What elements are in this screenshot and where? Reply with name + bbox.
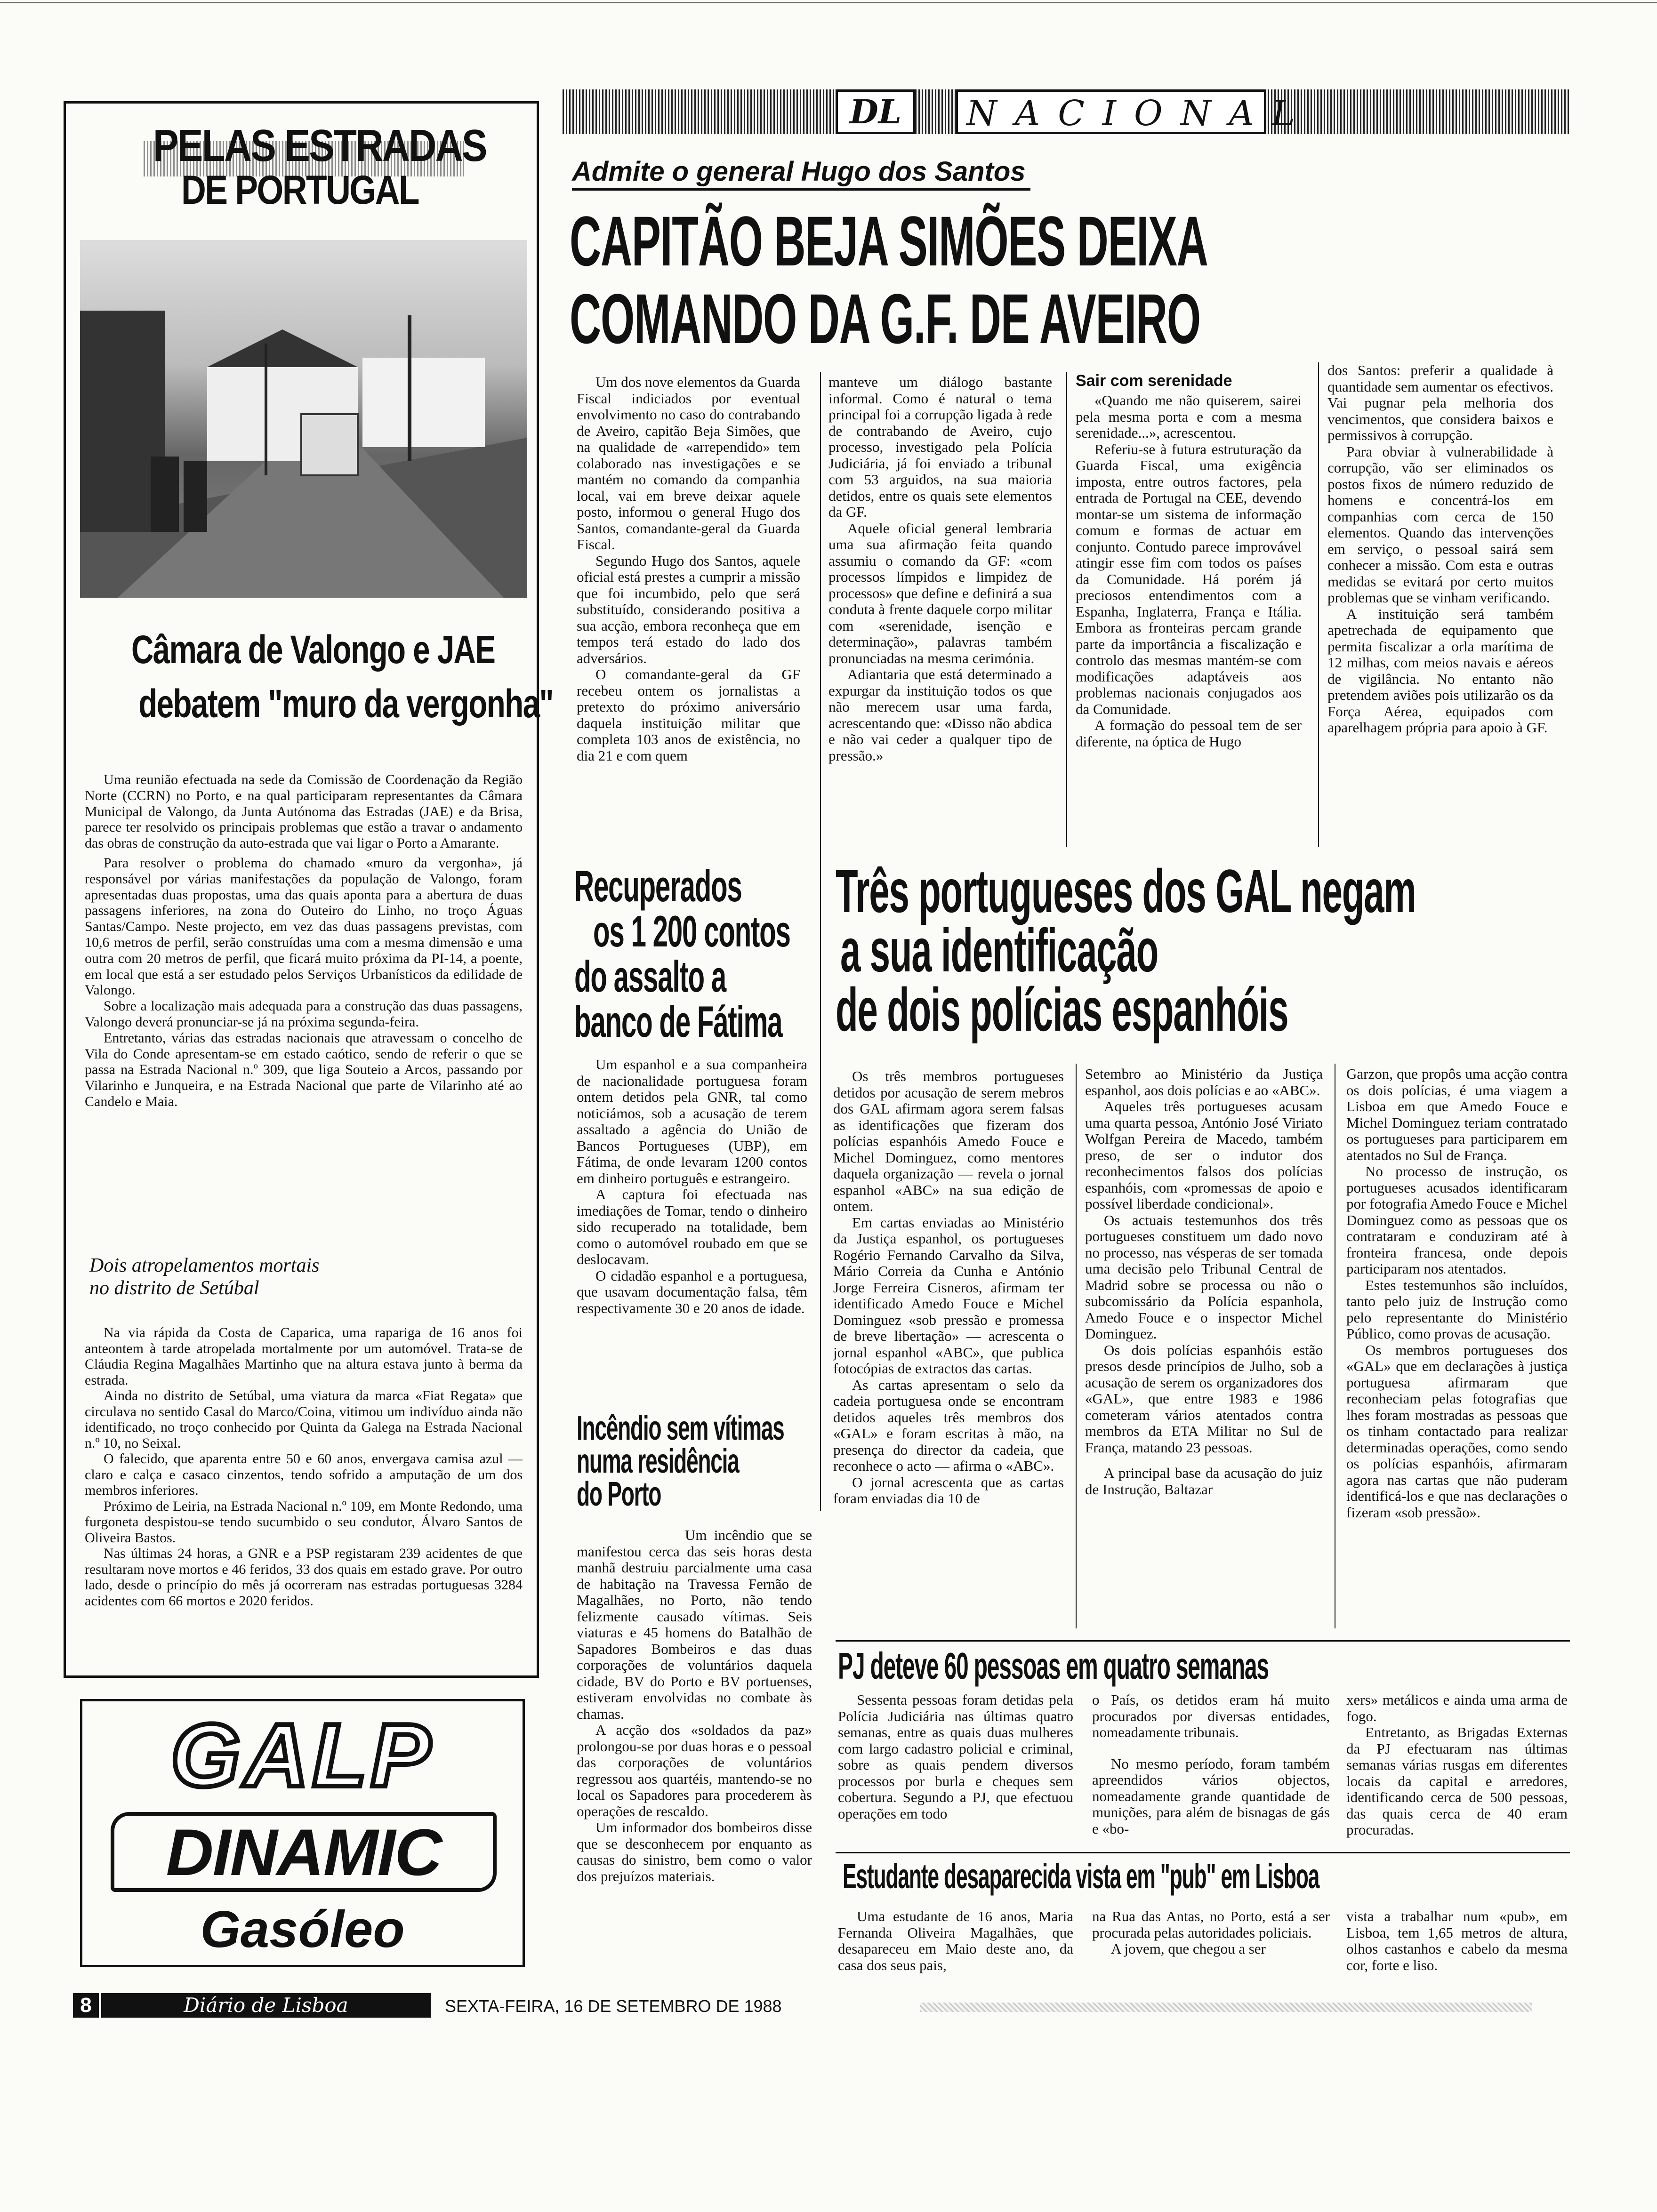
- lead-subhead: Sair com serenidade: [1076, 372, 1232, 390]
- student-col3: vista a trabalhar num «pub», em Lisboa, tem 1,65 metros de altura, olhos castanhos e cabelo da mesma cor, forte e liso.: [1346, 1908, 1568, 1973]
- galp-product: DINAMIC: [166, 1815, 442, 1889]
- section-name-text: NACIONAL: [956, 89, 1266, 134]
- pj-col3: xers» metálicos e ainda uma arma de fogo. Entretanto, as Brigadas Externas da PJ efectuaram nas últimas semanas várias rusgas em diferentes locais da capital e arredores, identificando cerca de 500 pessoas, das quais cerca de 40 eram procuradas.: [1346, 1691, 1568, 1838]
- setubal-body: Na via rápida da Costa de Caparica, uma rapariga de 16 anos foi anteontem à tarde atropelada mortalmente por um automóvel. Trata-se de Cláudia Regina Magalhães Martinho que na altura estava junto à berma da estrada. Ainda no distrito de Setúbal, uma viatura da marca «Fiat Regata» que circulava no sentido Casal do Marco/Coina, vitimou um indivíduo ainda não identificado, no troço conhecido por Quinta da Galega na Estrada Nacional n.º 10, no Seixal. O falecido, que aparenta entre 50 e 60 anos, envergava camisa azul — claro e calça e casaco cinzentos, tendo sofrido a amputação de um dos membros inferiores. Próximo de Leiria, na Estrada Nacional n.º 109, em Monte Redondo, uma furgoneta despistou-se tendo sucumbido o seu condutor, Álvaro Santos de Oliveira Bastos. Nas últimas 24 horas, a GNR e a PSP registaram 239 acidentes de que resultaram nove mortos e 46 feridos, 33 dos quais em estado grave. Por outro lado, desde o princípio do mês já ocorreram nas estradas portuguesas 3284 acidentes com 66 mortos e 2020 feridos.: [85, 1325, 523, 1609]
- galp-ad: [80, 1699, 525, 1967]
- galp-fuel: Gasóleo: [200, 1900, 405, 1958]
- top-rule: [0, 2, 1657, 3]
- section-rule: [836, 1852, 1570, 1853]
- student-col2: na Rua das Antas, no Porto, está a ser procurada pelas autoridades policiais. A jovem, que chegou a ser: [1092, 1908, 1330, 1957]
- lead-kicker: Admite o general Hugo dos Santos: [572, 155, 1030, 191]
- masthead: Diário de Lisboa: [101, 1993, 431, 2018]
- lead-col3: Sair com serenidade «Quando me não quiserem, sairei pela mesma porta e com a mesma serenidade...», acrescentou. Referiu-se à futura estruturação da Guarda Fiscal, uma exigência imposta, entre outros factores, pela entrada de Portugal na CEE, devendo montar-se um sistema de informação comum e formas de actuar em conjunto. Contudo parece improvável atingir esse fim com todos os países da Comunidade. Há porém já preciosos entendimentos com a Espanha, Inglaterra, França e Itália. Embora as fronteiras percam grande parte da importância a fiscalização e controlo das mesmas mantém-se com modificações adaptáveis aos problemas nacionais conjugados aos da Comunidade. A formação do pessoal tem de ser diferente, na óptica de Hugo: [1076, 372, 1302, 750]
- column-logo: [144, 115, 486, 214]
- gal-col2: Setembro ao Ministério da Justiça espanhol, aos dois polícias e ao «ABC». Aqueles três portugueses acusam uma quarta pessoa, António José Viriato Wolfgan Pereira de Macedo, também preso, de ser o indutor dos reconhecimentos falsos dos polícias espanhóis, com «promessas de apoio e possível liberdade condicional». Os actuais testemunhos dos três portugueses constituem um dado novo no processo, nas vésperas de ser tomada uma decisão pelo Tribunal Central de Madrid sobre se processa ou não o subcomissário da Polícia espanhola, Amedo Fouce e o inspector Michel Dominguez. Os dois polícias espanhóis estão presos desde princípios de Julho, sob a acusação de serem os organizadores dos «GAL», que entre 1983 e 1986 cometeram vários atentados contra membros da ETA Militar no Sul de França, matando 23 pessoas. A principal base da acusação do juiz de Instrução, Baltazar: [1085, 1066, 1323, 1498]
- lead-headline: CAPITÃO BEJA SIMÕES DEIXA COMANDO DA G.F. DE AVEIRO: [570, 201, 1208, 358]
- pj-col1: Sessenta pessoas foram detidas pela Polícia Judiciária nas últimas quatro semanas, entre as quais duas mulheres com largo cadastro policial e criminal, sobre as quais pendem diversos processos por burla e cheques sem cobertura. Segundo a PJ, que efectuou operações em todo: [838, 1691, 1073, 1822]
- gal-headline: Três portugueses dos GAL negam a sua identificação de dois polícias espanhóis: [836, 857, 1416, 1044]
- galp-product-box: [111, 1812, 497, 1892]
- fire-headline: Incêndio sem vítimas numa residência do Porto: [577, 1410, 784, 1513]
- page-number: 8: [73, 1993, 99, 2018]
- footer: [73, 1993, 1579, 2021]
- footer-date: SEXTA-FEIRA, 16 DE SETEMBRO DE 1988: [445, 1996, 782, 2016]
- setubal-headline: Dois atropelamentos mortais no distrito de Setúbal: [89, 1255, 320, 1299]
- pj-col2: o País, os detidos eram há muito procurados por diversas entidades, nomeadamente tribunais. No mesmo período, foram também apreendidos vários objectos, nomeadamente grande quantidade de munições, para além de bisnagas de gás e «bo-: [1092, 1691, 1330, 1837]
- gal-col1: Os três membros portugueses detidos por acusação de serem mebros dos GAL afirmam agora serem falsas as identificações que fizeram dos polícias espanhóis Amedo Fouce e Michel Dominguez, como mentores daquela organização — revela o jornal espanhol «ABC» na sua edição de ontem. Em cartas enviadas ao Ministério da Justiça espanhol, os portugueses Rogério Fernando Carvalho da Silva, Mário Correia da Cunha e António Jorge Ferreira Cisneros, afirmam ter identificado Amedo Fouce e Michel Dominguez «sob pressão e promessa de breve libertação» — acrescenta o jornal espanhol «ABC», que publica fotocópias de extractos das cartas. As cartas apresentam o selo da cadeia portuguesa onde se encontram detidos aqueles três membros dos «GAL» e foram escritas à mão, na presença do director da cadeia, que reconhece o acto — afirma o «ABC». O jornal acrescenta que as cartas foram enviadas dia 10 de: [833, 1068, 1064, 1507]
- section-rule: [836, 1640, 1570, 1642]
- lead-col2: manteve um diálogo bastante informal. Como é natural o tema principal foi a corrupção ligada à rede de contrabando de Aveiro, cujo processo, investigado pela Polícia Judiciária, já foi enviado a tribunal com 53 arguidos, na sua maioria detidos, entre os quais sete elementos da GF. Aquele oficial general lembraria uma sua afirmação feita quando assumiu o comando da GF: «com processos límpidos e limpidez de processos» que define e definirá a sua conduta à frente daquele corpo militar com «serenidade, isenção e determinação», palavras também pronunciadas na mesma cerimónia. Adiantaria que está determinado a expurgar da instituição todos os que não merecem usar uma farda, acrescentando que: «Disso não abdica e não vai ceder a qualquer tipo de pressão.»: [828, 374, 1052, 764]
- lead-col4: dos Santos: preferir a qualidade à quantidade sem aumentar os efectivos. Vai pugnar pela melhoria dos vencimentos, que considera baixos e permissivos à corrupção. Para obviar à vulnerabilidade à corrupção, vão ser eliminados os postos fixos de número reduzido de homens e concentrá-los em companhias com cerca de 150 elementos. Quando das intervenções em serviço, o pessoal sairá sem conhecer a missão. Com esta e outras medidas se evitará por certo muitos problemas que se vinham verificando. A instituição será também apetrechada de equipamento que permita fiscalizar a orla marítima de 12 milhas, com meios navais e aéreos de vigilância. No entanto não pretendem aviões pois utilizarão os da Força Aérea, equipados com aparelhagem própria para apoio à GF.: [1327, 362, 1553, 736]
- logo-line2: DE PORTUGAL: [181, 168, 418, 213]
- fire-body: Um incêndio que se manifestou cerca das seis horas desta manhã destruiu parcialmente uma casa de habitação na Travessa Fernão de Magalhães, no Porto, não tendo felizmente causado vítimas. Seis viaturas e 45 homens do Batalhão de Sapadores Bombeiros e das duas corporações de voluntários daquela cidade, BV do Porto e BV portuenses, estiveram envolvidas no combate às chamas. A acção dos «soldados da paz» prolongou-se por duas horas e o pessoal das corporações de voluntários regressou aos quartéis, mantendo-se no local os Sapadores para procederem às operações de rescaldo. Um informador dos bombeiros disse que se desconhecem por enquanto as causas do sinistro, bem como o valor dos prejuízos materiais.: [577, 1527, 812, 1884]
- lead-col1: Um dos nove elementos da Guarda Fiscal indiciados por eventual envolvimento no caso do contrabando de Aveiro, capitão Beja Simões, que na qualidade de «arrependido» tem colaborado nas investigações e se mantém no comando da companhia local, vai em breve deixar aquele posto, informou o general Hugo dos Santos, comandante-geral da Guarda Fiscal. Segundo Hugo dos Santos, aquele oficial está prestes a cumprir a missão que foi incumbido, pelo que será substituído, considerando positiva a sua acção, embora reconheça que em tempos terá estado do lado dos adversários. O comandante-geral da GF recebeu ontem os jornalistas a pretexto do próximo aniversário daquela instituição militar que completa 103 anos de existência, no dia 21 e com quem: [577, 374, 800, 764]
- fatima-headline: Recuperados os 1 200 contos do assalto a banco de Fátima: [574, 861, 790, 1046]
- gal-col3: Garzon, que propôs uma acção contra os dois polícias, é uma viagem a Lisboa em que Amedo Fouce e Michel Dominguez teriam contratado os portugueses para participarem em atentados no Sul de França. No processo de instrução, os portugueses acusados identificaram por fotografia Amedo Fouce e Michel Dominguez como as pessoas que os contrataram e conduziram até à fronteira francesa, onde depois participaram nos atentados. Estes testemunhos são incluídos, tanto pelo juiz de Instrução como pelo representante do Ministério Público, como provas de acusação. Os membros portugueses dos «GAL» que em declarações à justiça portuguesa afirmaram que reconheciam pelas fotografias que lhes foram mostradas as pessoas que os tinham contactado para realizar determinadas operações, como sendo os polícias espanhóis, afirmaram agora nas cartas que não puderam identificá-los e que nas declarações o fizeram «sob pressão».: [1346, 1066, 1568, 1521]
- column-rule: [1066, 372, 1067, 847]
- column-rule: [1318, 362, 1319, 847]
- galp-brand: GALP: [170, 1706, 434, 1805]
- student-col1: Uma estudante de 16 anos, Maria Fernanda Oliveira Magalhães, que desapareceu em Maio deste ano, da casa dos seus pais,: [838, 1908, 1073, 1973]
- section-name: [956, 89, 1313, 134]
- street-photo-icon: [80, 240, 527, 598]
- valongo-body: Uma reunião efectuada na sede da Comissão de Coordenação da Região Norte (CCRN) no Porto, e na qual participaram representantes da Câmara Municipal de Valongo, da Junta Autónoma das Estradas (JAE) e da Brisa, parece ter resolvido os principais problemas que estão a travar o andamento das obras de construção da auto-estrada que vai ligar o Porto a Amarante. Para resolver o problema do chamado «muro da vergonha», já responsável por várias manifestações da população de Valongo, foram apresentadas duas propostas, uma das quais aponta para a abertura de duas passagens inferiores, na zona do Outeiro do Linho, no troço Águas Santas/Campo. Neste projecto, em vez das duas passagens previstas, com 10,6 metros de perfil, serão construídas uma com a mesma dimensão e uma outra com 20 metros de perfil, que ficará muito próxima da PI-14, a poente, em local que está a ser estudado pelos Serviços Urbanísticos da edilidade de Valongo. Sobre a localização mais adequada para a construção das duas passagens, Valongo deverá pronunciar-se já na próxima segunda-feira. Entretanto, várias das estradas nacionais que atravessam o concelho de Vila do Conde apresentam-se em estado caótico, sendo de referir o que se passa na Estrada Nacional n.º 309, que liga Souteio a Arcos, passando por Vilarinho e Junqueira, e na Estrada Nacional que parte de Vilarinho até ao Candelo e Maia.: [85, 772, 523, 1109]
- pj-headline: PJ deteve 60 pessoas em quatro semanas: [838, 1645, 1269, 1687]
- fatima-body: Um espanhol e a sua companheira de nacionalidade portuguesa foram ontem detidos pela GNR, tal como noticiámos, sob a acusação de terem assaltado a agência do União de Bancos Portugueses (UBP), em Fátima, de onde levaram 1200 contos em dinheiro português e estrangeiro. A captura foi efectuada nas imediações de Tomar, tendo o dinheiro sido recuperado na totalidade, bem como o automóvel roubado em que se deslocavam. O cidadão espanhol e a portuguesa, que usavam documentação falsa, têm respectivamente 30 e 20 anos de idade.: [577, 1056, 807, 1316]
- student-headline: Estudante desaparecida vista em "pub" em Lisboa: [843, 1857, 1319, 1896]
- section-logo: DL: [836, 89, 916, 134]
- street-photo: [80, 240, 527, 598]
- valongo-headline: Câmara de Valongo e JAE debatem "muro da vergonha": [131, 627, 554, 726]
- column-rule: [820, 372, 821, 1511]
- column-rule: [1076, 1064, 1077, 1628]
- logo-line1: PELAS ESTRADAS: [153, 120, 486, 171]
- footer-noise: [920, 2003, 1532, 2012]
